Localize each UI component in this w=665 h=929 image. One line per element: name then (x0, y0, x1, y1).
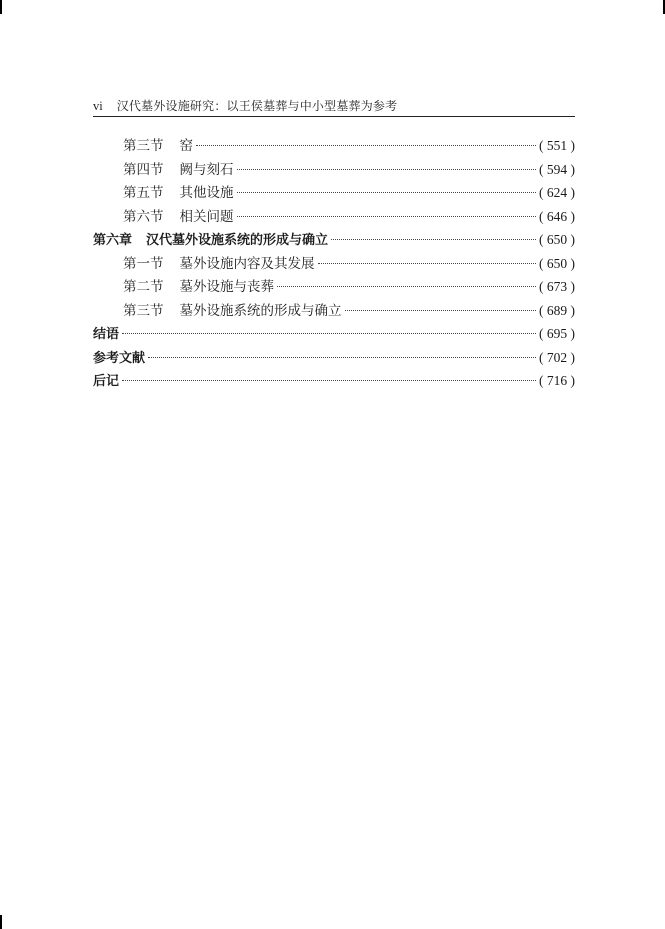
toc-page-number: ( 650 ) (539, 255, 575, 271)
toc-page-number: ( 689 ) (539, 302, 575, 318)
toc-section-number: 第四节 (123, 161, 164, 178)
toc-section-number: 第六节 (123, 208, 164, 225)
toc-section-number: 第三节 (123, 138, 164, 154)
toc-back-matter-entry[interactable] (93, 369, 575, 393)
toc-back-matter-entry[interactable] (93, 322, 575, 346)
toc-entry-title: 墓外设施内容及其发展 (179, 255, 315, 272)
toc-back-matter-entry[interactable] (93, 346, 575, 370)
toc-page-number: ( 702 ) (539, 349, 575, 365)
toc-entry-label (93, 229, 328, 253)
book-title: 汉代墓外设施研究：以王侯墓葬与中小型墓葬为参考 (116, 99, 398, 113)
toc-section-number: 第五节 (123, 185, 164, 201)
toc-page-number: ( 594 ) (539, 161, 575, 177)
toc-entry-label (93, 323, 119, 347)
toc-entry-title: 墓外设施系统的形成与确立 (179, 302, 342, 319)
toc-chapter-entry[interactable] (93, 228, 575, 252)
toc-entry[interactable] (93, 205, 575, 229)
toc-chapter-title: 汉代墓外设施系统的形成与确立 (146, 233, 329, 248)
page-folio: vi (93, 99, 103, 113)
toc-entry-label (123, 206, 234, 230)
toc-dot-leader (122, 333, 536, 334)
toc-entry-title: 其他设施 (179, 185, 234, 201)
toc-page-number: ( 650 ) (539, 232, 575, 247)
toc-page-number: ( 624 ) (539, 185, 575, 200)
toc-section-number: 第二节 (123, 279, 164, 295)
running-header (93, 98, 575, 117)
toc-dot-leader (148, 357, 536, 358)
toc-chapter-number: 第六章 (93, 233, 133, 248)
toc-entry[interactable] (93, 299, 575, 323)
toc-dot-leader (122, 380, 536, 381)
toc-entry-title: 后记 (93, 374, 120, 389)
toc-dot-leader (318, 263, 537, 264)
toc-dot-leader (331, 239, 536, 240)
toc-entry-label (93, 347, 145, 371)
toc-dot-leader (237, 192, 537, 193)
toc-entry-title: 结语 (93, 327, 120, 342)
toc-entry-label (123, 182, 234, 206)
crop-mark-top-left (0, 0, 2, 14)
toc-entry-title: 阙与刻石 (179, 161, 234, 178)
toc-page-number: ( 646 ) (539, 208, 575, 224)
toc-entry-label (93, 370, 119, 394)
toc-entry[interactable] (93, 158, 575, 182)
toc-entry-title: 墓外设施与丧葬 (179, 279, 274, 295)
toc-section-number: 第一节 (123, 255, 164, 272)
toc-entry-title: 窑 (179, 138, 193, 154)
toc-entry-title: 参考文献 (93, 350, 146, 366)
toc-dot-leader (277, 286, 536, 287)
crop-mark-bottom-left (0, 915, 2, 929)
toc-dot-leader (237, 169, 537, 170)
toc-dot-leader (237, 216, 537, 217)
toc-section-number: 第三节 (123, 302, 164, 319)
toc-page-number: ( 673 ) (539, 279, 575, 294)
toc-entry[interactable] (93, 252, 575, 276)
toc-entry[interactable] (93, 134, 575, 158)
toc-entry-title: 相关问题 (179, 208, 234, 225)
toc-entry-label (123, 300, 342, 324)
toc-dot-leader (196, 145, 536, 146)
toc-entry-label (123, 159, 234, 183)
table-of-contents (93, 134, 575, 393)
toc-entry-label (123, 276, 274, 300)
toc-entry-label (123, 253, 315, 277)
toc-entry[interactable] (93, 181, 575, 205)
toc-page-number: ( 695 ) (539, 326, 575, 341)
toc-page-number: ( 551 ) (539, 138, 575, 153)
toc-dot-leader (345, 310, 537, 311)
toc-entry-label (123, 135, 193, 159)
toc-entry[interactable] (93, 275, 575, 299)
toc-page-number: ( 716 ) (539, 373, 575, 388)
